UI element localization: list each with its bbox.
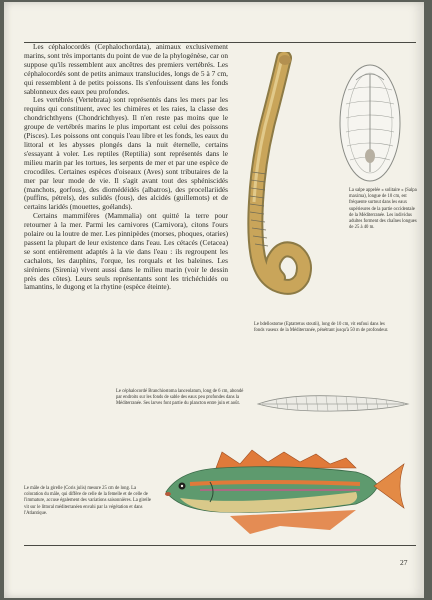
wrasse-fish-illustration bbox=[160, 446, 408, 538]
paragraph-mammals: Certains mammifères (Mammalia) ont quitté la terre pour retourner à la mer. Parmi les carnivores (Carnivora), citons l'ours polaire ou la loutre de mer. Les pinnipèdes (morses, phoques, otaries) passent la plupart de leur existence dans l'eau. Les cétacés (Cetacea) se sont entièrement adaptés à la vie dans l'eau : ils regroupent les cachalots, les dauphins, l'orque, les rorquals et les baleines. Les siréniens (Sirenia) vivent aussi dans le milieu marin (voir le dessin près des côtes). Leurs seuls représentants sont les trichéchidés ou lamantins, le dugong et la rhytine (espèce éteinte). bbox=[24, 211, 228, 292]
lancelet-illustration bbox=[256, 390, 410, 416]
main-text-column bbox=[24, 43, 228, 292]
book-page bbox=[4, 2, 424, 598]
page-number: 27 bbox=[400, 558, 408, 567]
salp-illustration bbox=[334, 60, 406, 186]
caption-lamprey: Le bdellostome (Eptatretus stoutii), long de 10 cm, vit enfoui dans les fonds vaseux de la Méditerranée, pénétrant jusqu'à 50 m de profondeur. bbox=[254, 322, 389, 334]
caption-lancelet: Le céphalocordé Branchiostoma lanceolatum, long de 6 cm, abondé par endroits sur les fonds de sable des eaux peu profondes dans la Méditerranée. Ses larves font partie du plancton entre juin et août. bbox=[116, 389, 244, 407]
paragraph-vertebrates: Les vertébrés (Vertebrata) sont représentés dans les mers par les requins qui constituent, avec les chimères et les raies, la classe des chondrichthyens (Chondrichthyes). Il n'en reste pas moins que le groupe de vertébrés marins le plus important est celui des poissons (Pisces). Les poissons ont conquis l'eau libre et les fonds, les eaux du littoral et les abysses plongés dans la nuit éternelle, certains s'essayant à voler. Les reptiles (Reptilia) sont représentés dans le milieu marin par les tortues, les serpents de mer et par une espèce de crocodiles. Certaines espèces d'oiseaux (Aves) sont tributaires de la mer par leur mode de vie. Il s'agit avant tout des sphéniscidés (manchots, gorfous), des diomédéidés (albatros), des procellariidés (puffins, pétrels), des sulidés (fous), des alcidés (guillemots) et de certains laridés (mouettes, goélands). bbox=[24, 95, 228, 212]
caption-salp: La salpe appelée « solitaire » (Salpa maxima), longue de 10 cm, est fréquente surtout dans les eaux supérieures de la partie occidentale de la Méditerranée. Les individus adultes forment des chaînes longues de 25 à 40 m. bbox=[349, 188, 417, 231]
caption-fish: Le mâle de la girelle (Coris julis) mesure 25 cm de long. La coloration du mâle, qui diffère de celle de la femelle et de celle de l'immature, accuse également des variations saisonnières. La girelle vit sur le littoral méditerranéen envahi par la végétation et dans l'Atlantique. bbox=[24, 486, 151, 516]
lamprey-illustration bbox=[232, 52, 332, 314]
bottom-rule bbox=[24, 545, 416, 546]
paragraph-cephalochordates: Les céphalocordés (Cephalochordata), animaux exclusivement marins, sont très importants du point de vue de la phylogénèse, car on suppose qu'ils ressemblent aux ancêtres des premiers vertébrés. Les céphalocordés sont de petits animaux translucides, longs de 5 à 7 cm, qui ressemblent à de petits poissons. Ils s'enfouissent dans les fonds sablonneux des eaux peu profondes. bbox=[24, 42, 228, 96]
